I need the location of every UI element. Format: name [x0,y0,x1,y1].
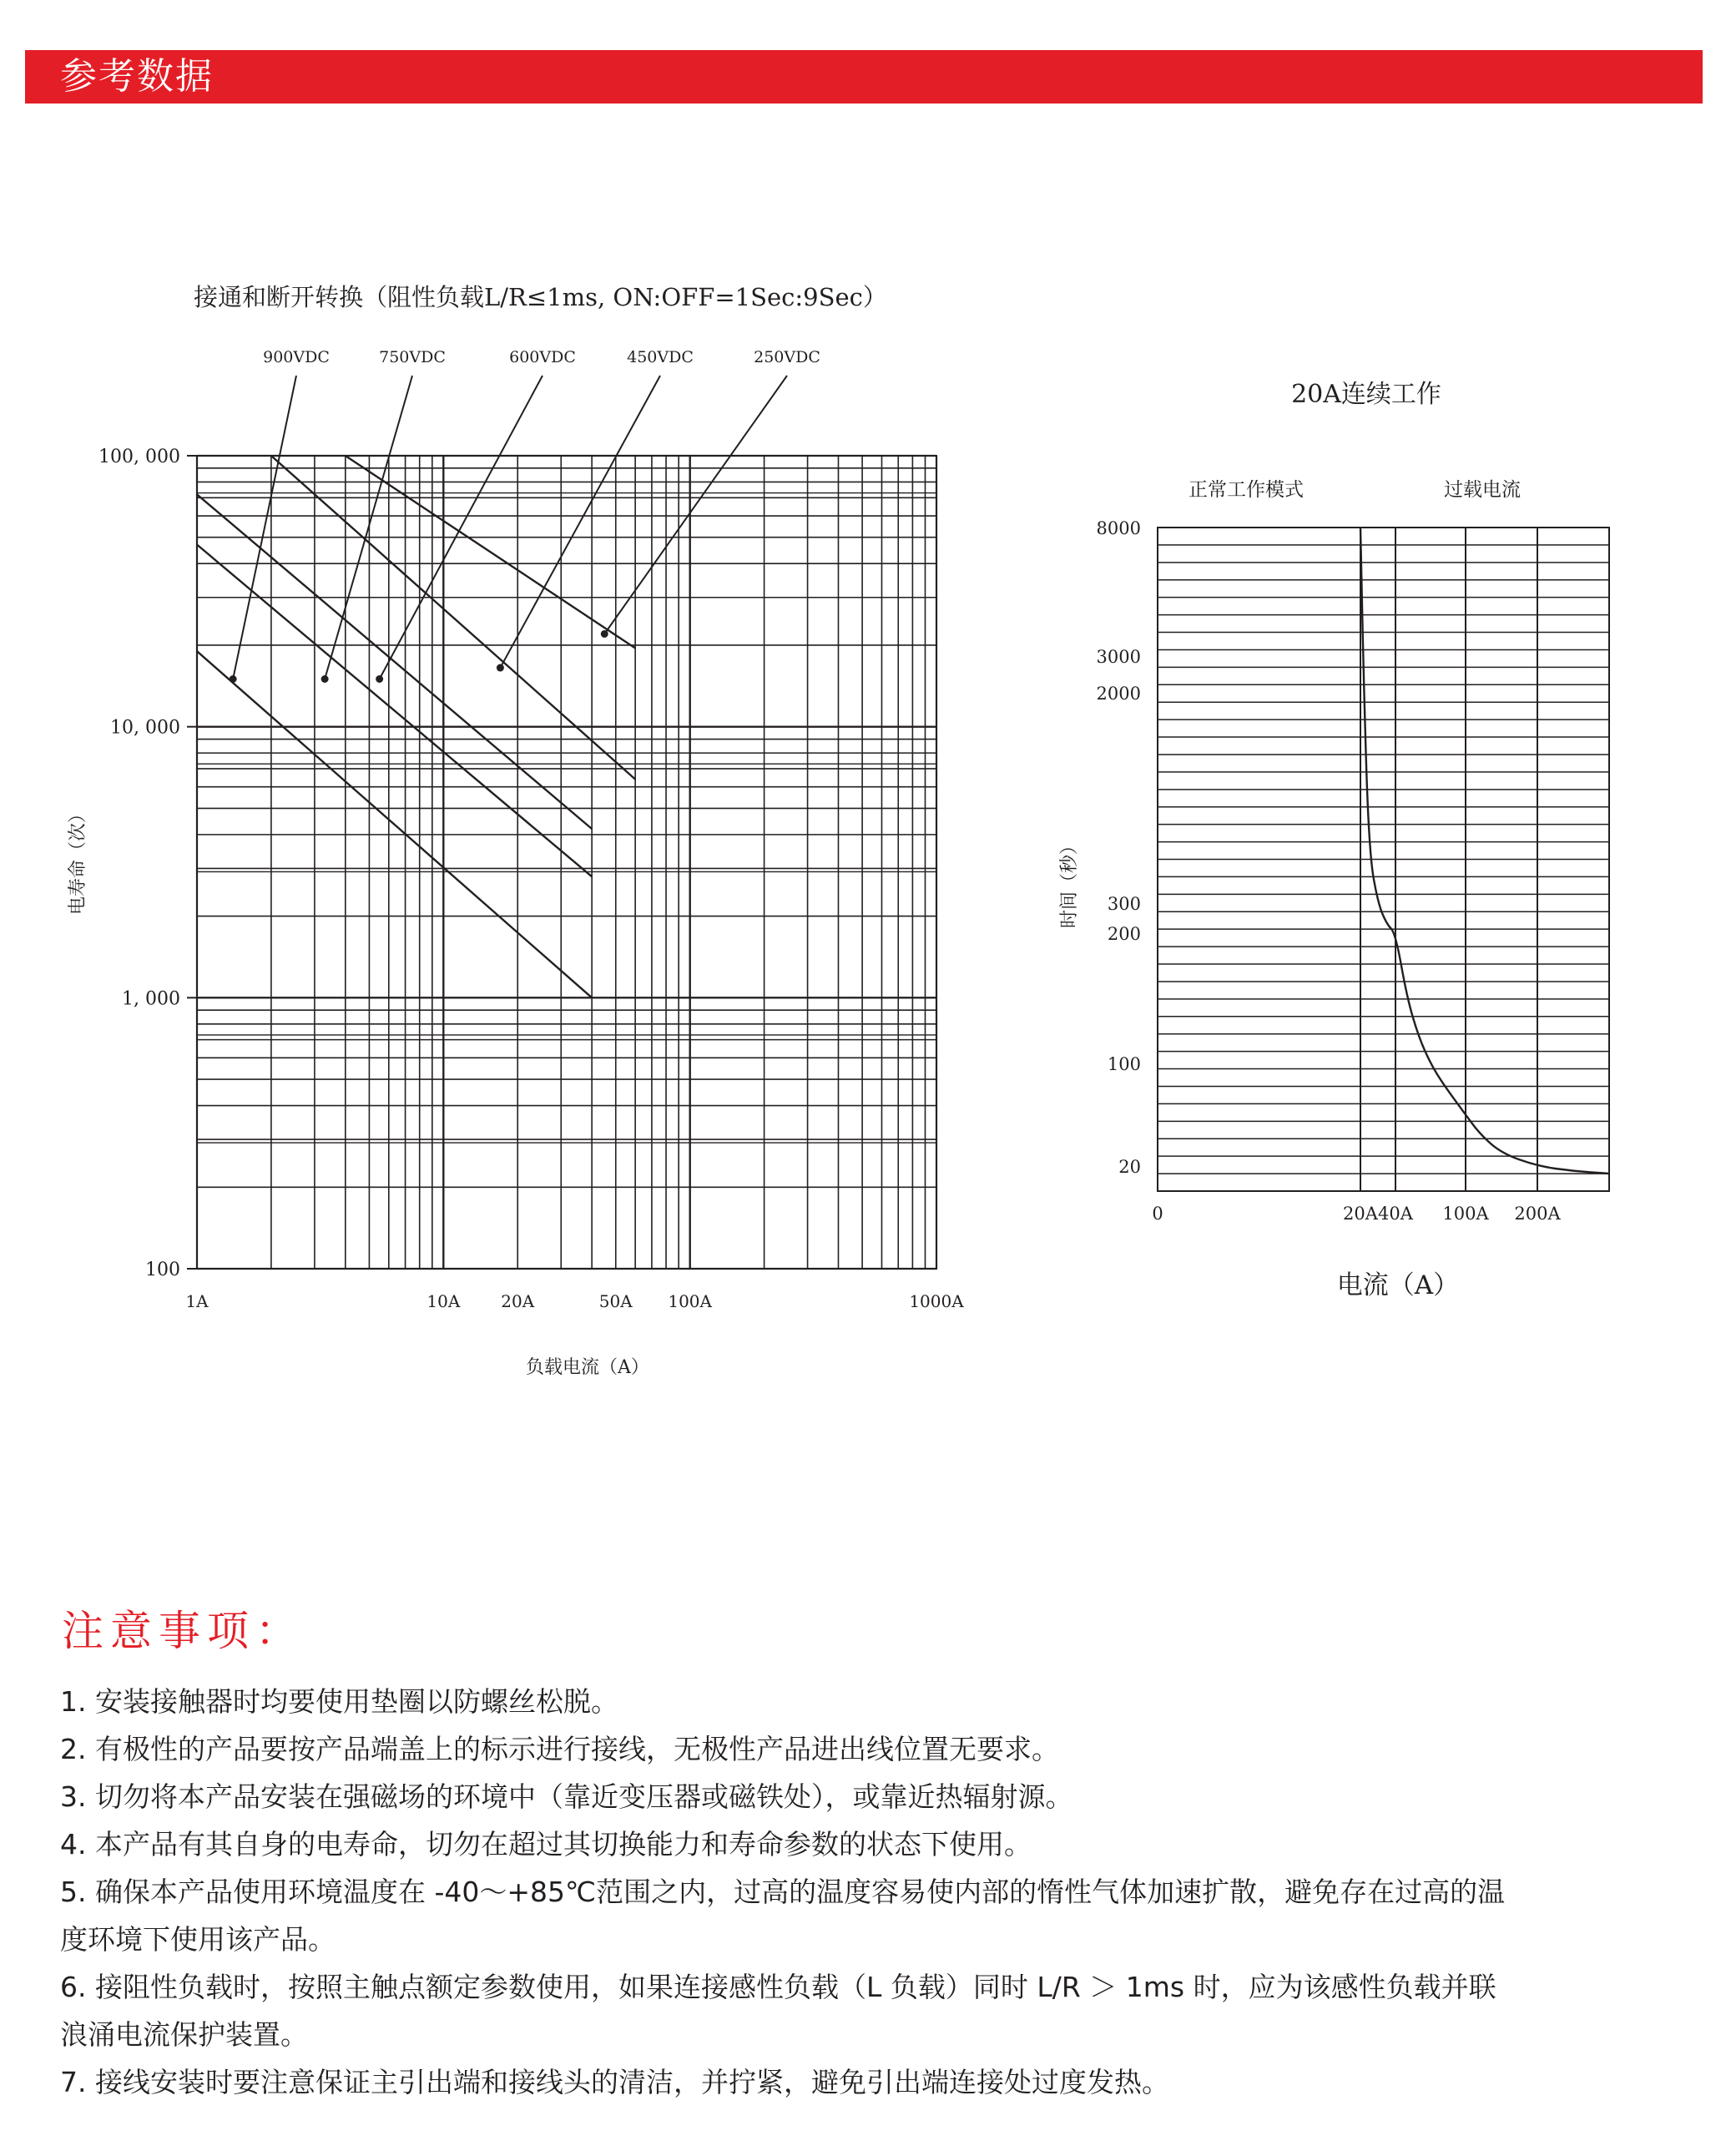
callout-leader [500,376,660,668]
x-tick-label: 200A [1514,1204,1561,1224]
overload-chart-title: 20A连续工作 [1291,380,1441,409]
life-chart-series [197,348,820,997]
series-label: 900VDC [263,348,330,366]
notes-list [60,1678,1679,2106]
x-tick-label: 100A [1442,1204,1489,1224]
y-tick-label: 10, 000 [110,717,180,739]
notes-title: 注意事项： [62,1607,304,1655]
x-tick-label: 1A [185,1291,209,1311]
y-tick-label: 1, 000 [122,988,180,1010]
y-tick-label: 200 [1107,924,1141,944]
plot-frame [197,456,936,1269]
x-tick-label: 100A [668,1291,712,1311]
note-item: 6. 接阻性负载时，按照主触点额定参数使用，如果连接感性负载（L 负载）同时 L/R ＞ 1ms 时，应为该感性负载并联 [60,1971,1496,2003]
note-item: 浪涌电流保护装置。 [60,2018,308,2051]
header-bar [25,50,1703,104]
x-tick-label: 20A [1343,1204,1378,1224]
x-tick-label: 1000A [909,1291,964,1311]
series-line [197,494,592,829]
y-tick-label: 100 [145,1260,180,1280]
overload-chart-ticks [1097,518,1562,1224]
y-tick-label: 2000 [1096,684,1141,704]
overload-chart-grid [1158,528,1609,1191]
series-line [271,456,635,780]
series-label: 250VDC [754,348,820,366]
callout-dot [230,675,237,683]
y-tick-label: 300 [1107,894,1141,914]
note-item: 7. 接线安装时要注意保证主引出端和接线头的清洁，并拧紧，避免引出端连接处过度发热。 [60,2066,1169,2098]
series-label: 750VDC [379,348,446,366]
callout-dot [601,630,608,638]
life-chart-ticks [98,447,964,1311]
charts-area [0,250,1726,1402]
overload-chart-series [1360,528,1609,1174]
series-line [197,545,592,877]
y-tick-label: 3000 [1096,647,1141,667]
page-title: 参考数据 [60,55,214,98]
series-line [197,651,592,997]
callout-leader [325,376,412,679]
overload-chart-x-axis-label: 电流（A） [1336,1270,1460,1300]
note-item: 3. 切勿将本产品安装在强磁场的环境中（靠近变压器或磁铁处），或靠近热辐射源。 [60,1780,1073,1813]
x-tick-label: 40A [1378,1204,1413,1224]
callout-dot [321,675,329,683]
overload-chart [1059,380,1609,1300]
life-chart-y-axis-label: 电寿命（次） [68,804,88,916]
callout-leader [233,376,296,679]
callout-dot [376,675,383,683]
y-tick-label: 100 [1107,1054,1141,1074]
x-tick-label: 0 [1152,1204,1163,1224]
note-item: 5. 确保本产品使用环境温度在 -40～+85℃范围之内，过高的温度容易使内部的惰性气体加速扩散，避免存在过高的温 [60,1876,1506,1908]
overload-chart-y-axis-label: 时间（秒） [1059,836,1080,929]
y-tick-label: 100, 000 [98,447,180,467]
callout-leader [604,376,787,634]
note-item: 2. 有极性的产品要按产品端盖上的标示进行接线，无极性产品进出线位置无要求。 [60,1733,1059,1765]
overload-label: 过载电流 [1444,479,1521,501]
note-item: 1. 安装接触器时均要使用垫圈以防螺丝松脱。 [60,1685,618,1718]
overload-curve [1360,528,1609,1174]
x-tick-label: 10A [426,1291,461,1311]
y-tick-label: 8000 [1096,518,1141,538]
y-tick-label: 20 [1118,1157,1141,1177]
series-label: 600VDC [509,348,576,366]
life-chart [68,283,964,1378]
x-tick-label: 50A [598,1291,633,1311]
series-label: 450VDC [627,348,694,366]
x-tick-label: 20A [501,1291,535,1311]
note-item: 度环境下使用该产品。 [60,1923,336,1956]
life-chart-title: 接通和断开转换（阻性负载L/R≤1ms, ON:OFF=1Sec:9Sec） [194,283,887,311]
callout-dot [497,664,504,672]
note-item: 4. 本产品有其自身的电寿命，切勿在超过其切换能力和寿命参数的状态下使用。 [60,1828,1032,1861]
life-chart-grid [197,456,936,1269]
normal-mode-label: 正常工作模式 [1189,479,1304,501]
life-chart-x-axis-label: 负载电流（A） [526,1357,649,1378]
